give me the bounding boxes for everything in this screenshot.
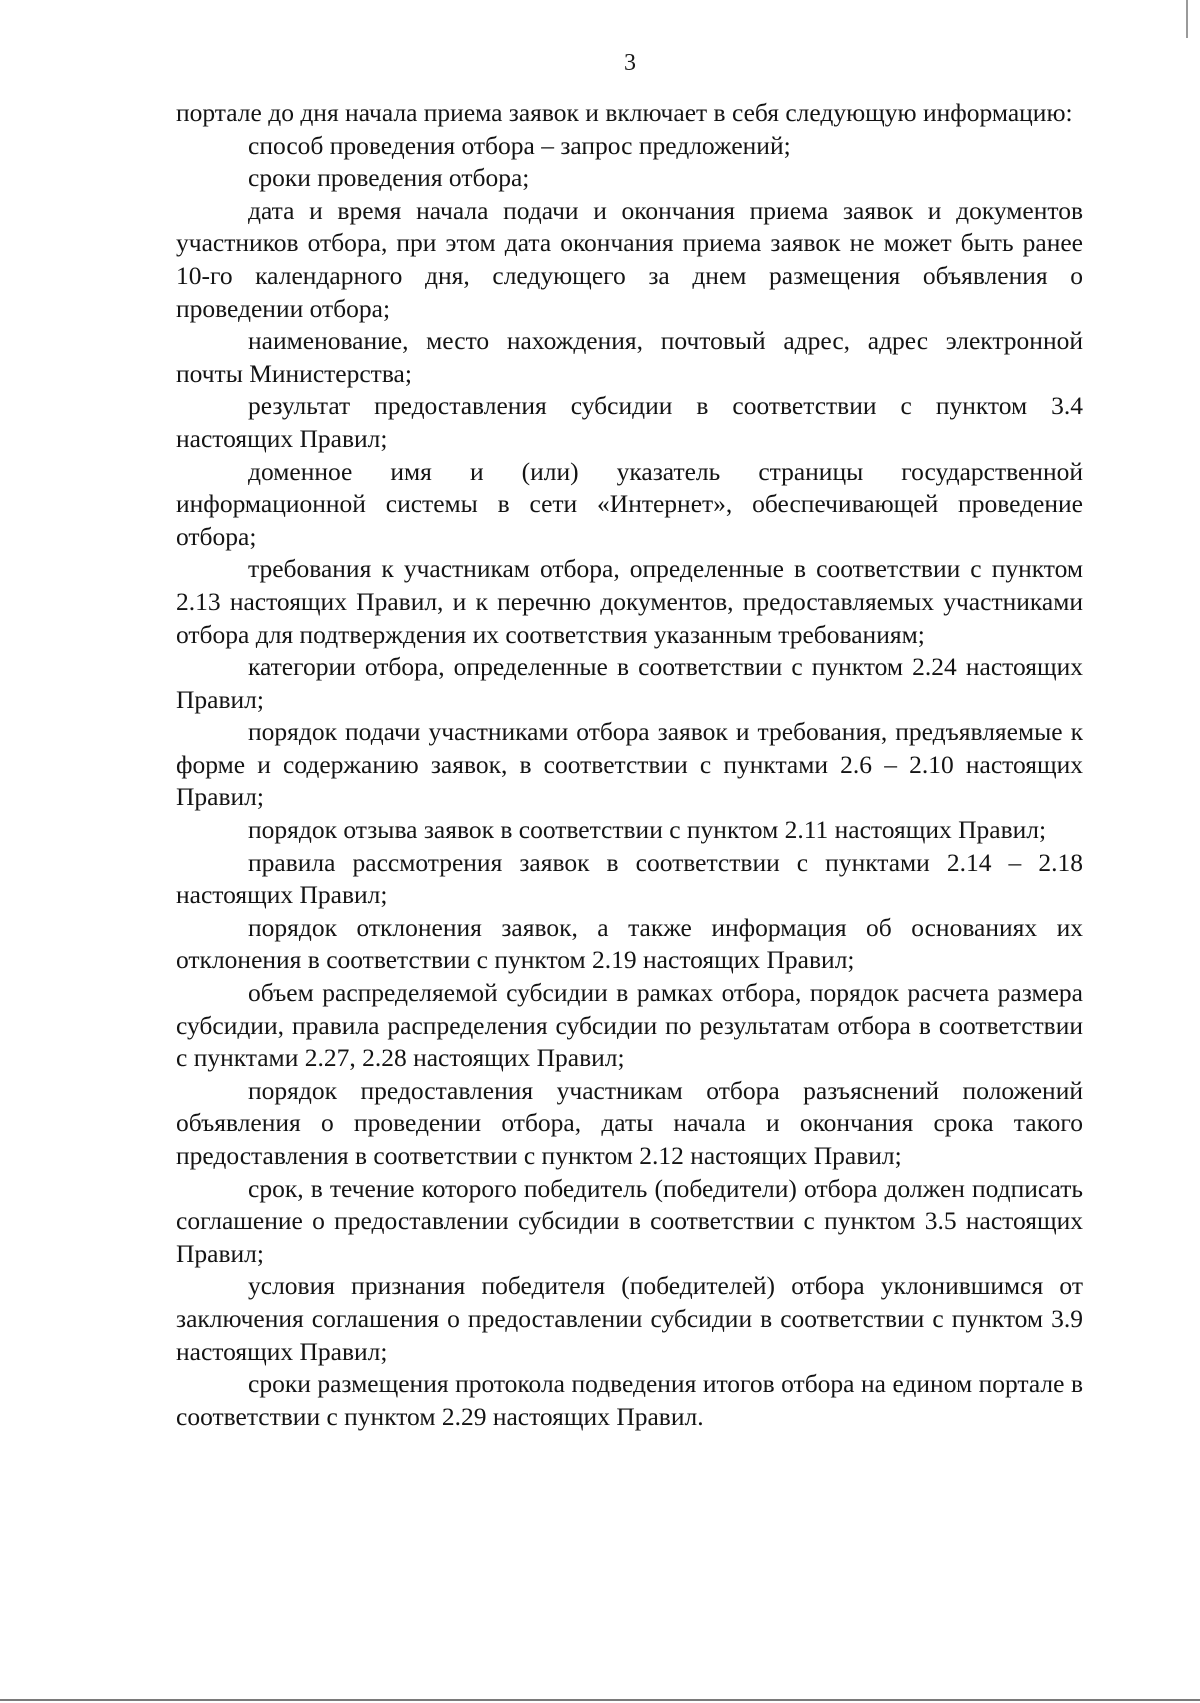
scan-edge-bottom bbox=[0, 1699, 1200, 1701]
list-paragraph: требования к участникам отбора, определенные в соответствии с пунктом 2.13 настоящих Правил, и к перечню документов, предоставляемых участниками отбора для подтверждения их соответствия указанным требованиям; bbox=[176, 554, 1083, 649]
paragraph-continuation: портале до дня начала приема заявок и включает в себя следующую информацию: bbox=[176, 98, 1073, 127]
list-paragraph: результат предоставления субсидии в соответствии с пунктом 3.4 настоящих Правил; bbox=[176, 391, 1083, 453]
list-paragraph: порядок отклонения заявок, а также информация об основаниях их отклонения в соответствии с пунктом 2.19 настоящих Правил; bbox=[176, 912, 1083, 975]
list-paragraph: порядок предоставления участникам отбора разъяснений положений объявления о проведении отбора, даты начала и окончания срока такого предоставления в соответствии с пунктом 2.12 настоящих Правил; bbox=[176, 1075, 1083, 1170]
list-paragraph: порядок подачи участниками отбора заявок и требования, предъявляемые к форме и содержанию заявок, в соответствии с пунктами 2.6 – 2.10 настоящих Правил; bbox=[176, 717, 1083, 812]
document-body bbox=[176, 97, 1083, 1433]
list-paragraph: сроки проведения отбора; bbox=[248, 163, 530, 193]
list-paragraph: порядок отзыва заявок в соответствии с пунктом 2.11 настоящих Правил; bbox=[248, 815, 1047, 845]
scan-edge-right bbox=[1186, 0, 1188, 38]
list-paragraph: объем распределяемой субсидии в рамках отбора, порядок расчета размера субсидии, правила распределения субсидии по результатам отбора в соответствии с пунктами 2.27, 2.28 настоящих Правил; bbox=[176, 978, 1083, 1073]
list-paragraph: сроки размещения протокола подведения итогов отбора на едином портале в соответствии с пунктом 2.29 настоящих Правил. bbox=[176, 1369, 1083, 1431]
list-paragraph: наименование, место нахождения, почтовый адрес, адрес электронной почты Министерства; bbox=[176, 326, 1083, 388]
list-paragraph: категории отбора, определенные в соответствии с пунктом 2.24 настоящих Правил; bbox=[176, 652, 1083, 714]
list-paragraph: доменное имя и (или) указатель страницы государственной информационной системы в сети «Интернет», обеспечивающей проведение отбора; bbox=[176, 456, 1083, 551]
list-paragraph: правила рассмотрения заявок в соответствии с пунктами 2.14 – 2.18 настоящих Правил; bbox=[176, 847, 1083, 910]
list-paragraph: способ проведения отбора – запрос предложений; bbox=[248, 130, 791, 160]
list-paragraph: срок, в течение которого победитель (победители) отбора должен подписать соглашение о предоставлении субсидии в соответствии с пунктом 3.5 настоящих Правил; bbox=[176, 1173, 1083, 1268]
page-number: 3 bbox=[624, 50, 636, 76]
list-paragraph: дата и время начала подачи и окончания приема заявок и документов участников отбора, при этом дата окончания приема заявок не может быть ранее 10-го календарного дня, следующего за днем размещения объявления о проведении отбора; bbox=[176, 195, 1083, 323]
list-paragraph: условия признания победителя (победителей) отбора уклонившимся от заключения соглашения о предоставлении субсидии в соответствии с пунктом 3.9 настоящих Правил; bbox=[176, 1271, 1083, 1366]
